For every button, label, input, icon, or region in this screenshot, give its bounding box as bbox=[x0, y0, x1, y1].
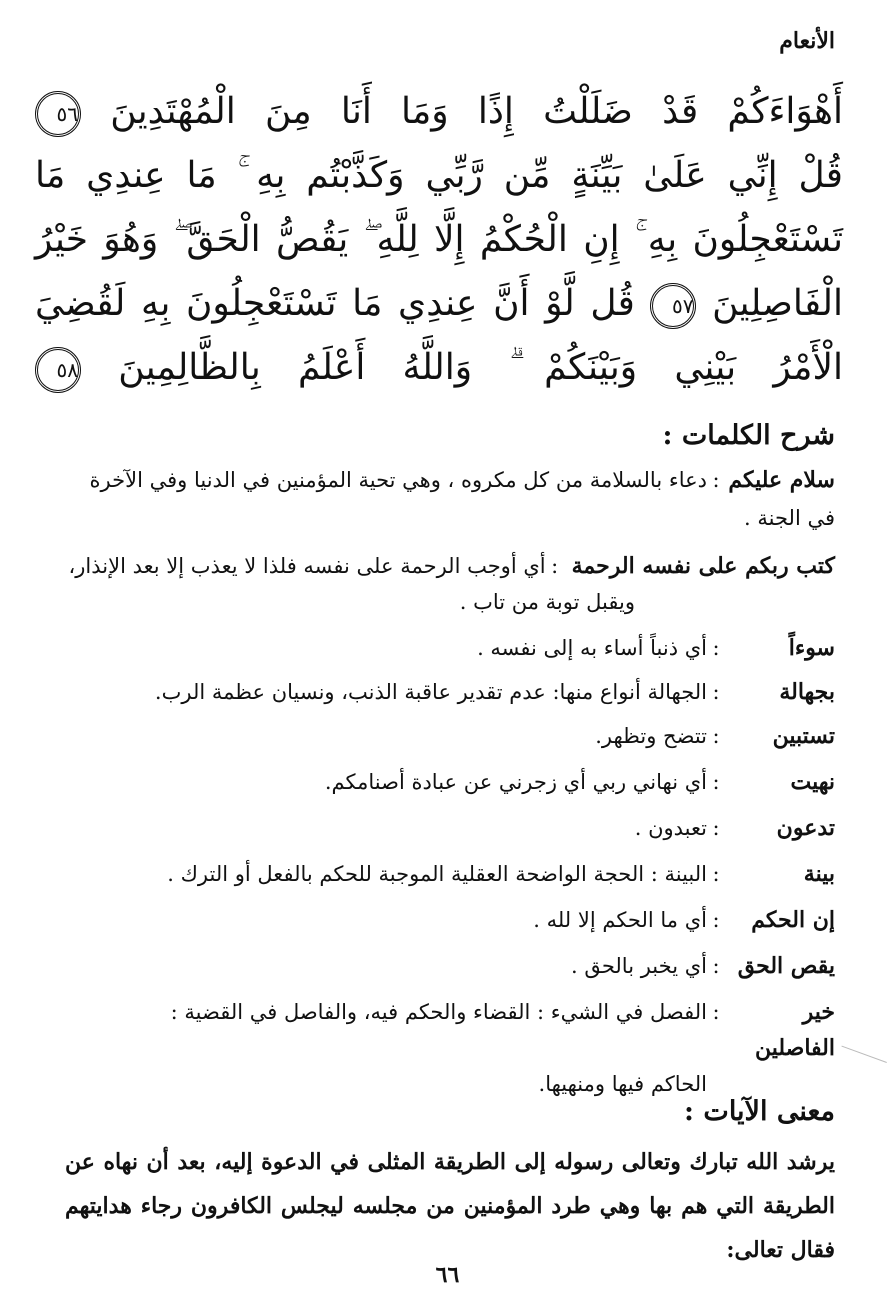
colon-separator: : bbox=[712, 636, 720, 660]
verse-text: أَهْوَاءَكُمْ قَدْ ضَلَلْتُ إِذًا وَمَا أَنَا مِنَ الْمُهْتَدِينَ bbox=[110, 91, 843, 132]
glossary-continuation bbox=[65, 500, 835, 536]
colon-separator: : bbox=[712, 770, 720, 794]
glossary-definition-cont: في الجنة . bbox=[744, 506, 835, 530]
page-number: ٦٦ bbox=[435, 1262, 460, 1288]
verse-line bbox=[35, 208, 843, 272]
glossary-list bbox=[65, 462, 835, 1102]
colon-separator: : bbox=[712, 816, 720, 840]
glossary-term: سوءاً bbox=[788, 635, 835, 661]
colon-separator: : bbox=[712, 954, 720, 978]
glossary-term: خير الفاصلين bbox=[755, 999, 835, 1061]
glossary-term: إن الحكم bbox=[751, 907, 835, 933]
glossary-definition: أي نهاني ربي أي زجرني عن عبادة أصنامكم. bbox=[324, 770, 707, 794]
glossary-term: بجهالة bbox=[779, 679, 835, 705]
colon-separator: : bbox=[712, 680, 720, 704]
colon-separator: : bbox=[712, 468, 720, 492]
ayah-number-marker: ٥٨ bbox=[35, 347, 81, 393]
colon-separator: : bbox=[712, 1000, 720, 1024]
verse-line bbox=[35, 336, 843, 400]
surah-header: الأنعام bbox=[779, 28, 835, 54]
glossary-definition: أي ما الحكم إلا لله . bbox=[533, 908, 707, 932]
glossary-term: بينة bbox=[803, 861, 835, 887]
quran-verses bbox=[35, 80, 843, 400]
glossary-term: تستبين bbox=[772, 723, 835, 749]
glossary-term: يقص الحق bbox=[737, 953, 835, 979]
glossary-definition: أي يخبر بالحق . bbox=[570, 954, 707, 978]
glossary-item bbox=[65, 674, 835, 710]
glossary-definition: البينة : الحجة الواضحة العقلية الموجبة للحكم بالفعل أو الترك . bbox=[167, 862, 707, 886]
glossary-definition: أي أوجب الرحمة على نفسه فلذا لا يعذب إلا بعد الإنذار، bbox=[68, 554, 546, 578]
page-edge-shadow bbox=[841, 1008, 895, 1063]
colon-separator: : bbox=[712, 862, 720, 886]
ayah-number-marker: ٥٧ bbox=[650, 283, 696, 329]
glossary-term: نهيت bbox=[790, 769, 835, 795]
glossary-term: كتب ربكم على نفسه الرحمة bbox=[571, 553, 835, 579]
colon-separator: : bbox=[551, 554, 559, 578]
verse-line bbox=[35, 80, 843, 144]
glossary-definition: الفصل في الشيء : القضاء والحكم فيه، والفاصل في القضية : bbox=[170, 1000, 707, 1024]
verse-line bbox=[35, 144, 843, 208]
glossary-term: سلام عليكم bbox=[728, 467, 835, 493]
glossary-definition: أي ذنباً أساء به إلى نفسه . bbox=[477, 636, 707, 660]
verse-text: الْفَاصِلِينَ bbox=[712, 283, 843, 324]
verse-text: تَسْتَعْجِلُونَ بِهِ ۚ إِنِ الْحُكْمُ إِلَّا لِلَّهِ ۖ يَقُصُّ الْحَقَّ ۖ وَهُوَ خَيْرُ bbox=[35, 219, 843, 260]
colon-separator: : bbox=[712, 908, 720, 932]
glossary-item bbox=[65, 856, 835, 892]
verse-text: قُل لَّوْ أَنَّ عِندِي مَا تَسْتَعْجِلُونَ بِهِ لَقُضِيَ bbox=[35, 283, 635, 324]
glossary-title: شرح الكلمات : bbox=[662, 420, 835, 451]
ayah-number-marker: ٥٦ bbox=[35, 91, 81, 137]
glossary-item bbox=[65, 764, 835, 800]
glossary-item bbox=[65, 718, 835, 754]
glossary-item bbox=[65, 994, 835, 1066]
meaning-title: معنى الآيات : bbox=[684, 1096, 835, 1127]
verse-text: قُلْ إِنِّي عَلَىٰ بَيِّنَةٍ مِّن رَّبِّي وَكَذَّبْتُم بِهِ ۚ مَا عِندِي مَا bbox=[35, 155, 843, 196]
glossary-continuation bbox=[65, 584, 835, 620]
glossary-item bbox=[65, 630, 835, 666]
glossary-definition: دعاء بالسلامة من كل مكروه ، وهي تحية المؤمنين في الدنيا وفي الآخرة bbox=[89, 468, 707, 492]
glossary-definition-cont: ويقبل توبة من تاب . bbox=[459, 590, 635, 614]
glossary-definition: تعبدون . bbox=[634, 816, 707, 840]
verse-line bbox=[35, 272, 843, 336]
glossary-term: تدعون bbox=[776, 815, 835, 841]
glossary-definition-cont: الحاكم فيها ومنهيها. bbox=[538, 1072, 707, 1096]
glossary-definition: الجهالة أنواع منها: عدم تقدير عاقبة الذنب، ونسيان عظمة الرب. bbox=[154, 680, 707, 704]
glossary-item bbox=[65, 810, 835, 846]
glossary-item bbox=[65, 902, 835, 938]
meaning-paragraph: يرشد الله تبارك وتعالى رسوله إلى الطريقة المثلى في الدعوة إليه، بعد أن نهاه عن الطريقة التي هم بها وهي طرد المؤمنين من مجلسه ليجلس الكافرون رجاء هدايتهم فقال تعالى: bbox=[65, 1149, 835, 1263]
glossary-item bbox=[65, 548, 835, 584]
glossary-item bbox=[65, 948, 835, 984]
verse-text: الْأَمْرُ بَيْنِي وَبَيْنَكُمْ ۗ وَاللَّهُ أَعْلَمُ بِالظَّالِمِينَ bbox=[118, 347, 843, 388]
glossary-definition: تتضح وتظهر. bbox=[595, 724, 707, 748]
glossary-item bbox=[65, 462, 835, 498]
colon-separator: : bbox=[712, 724, 720, 748]
